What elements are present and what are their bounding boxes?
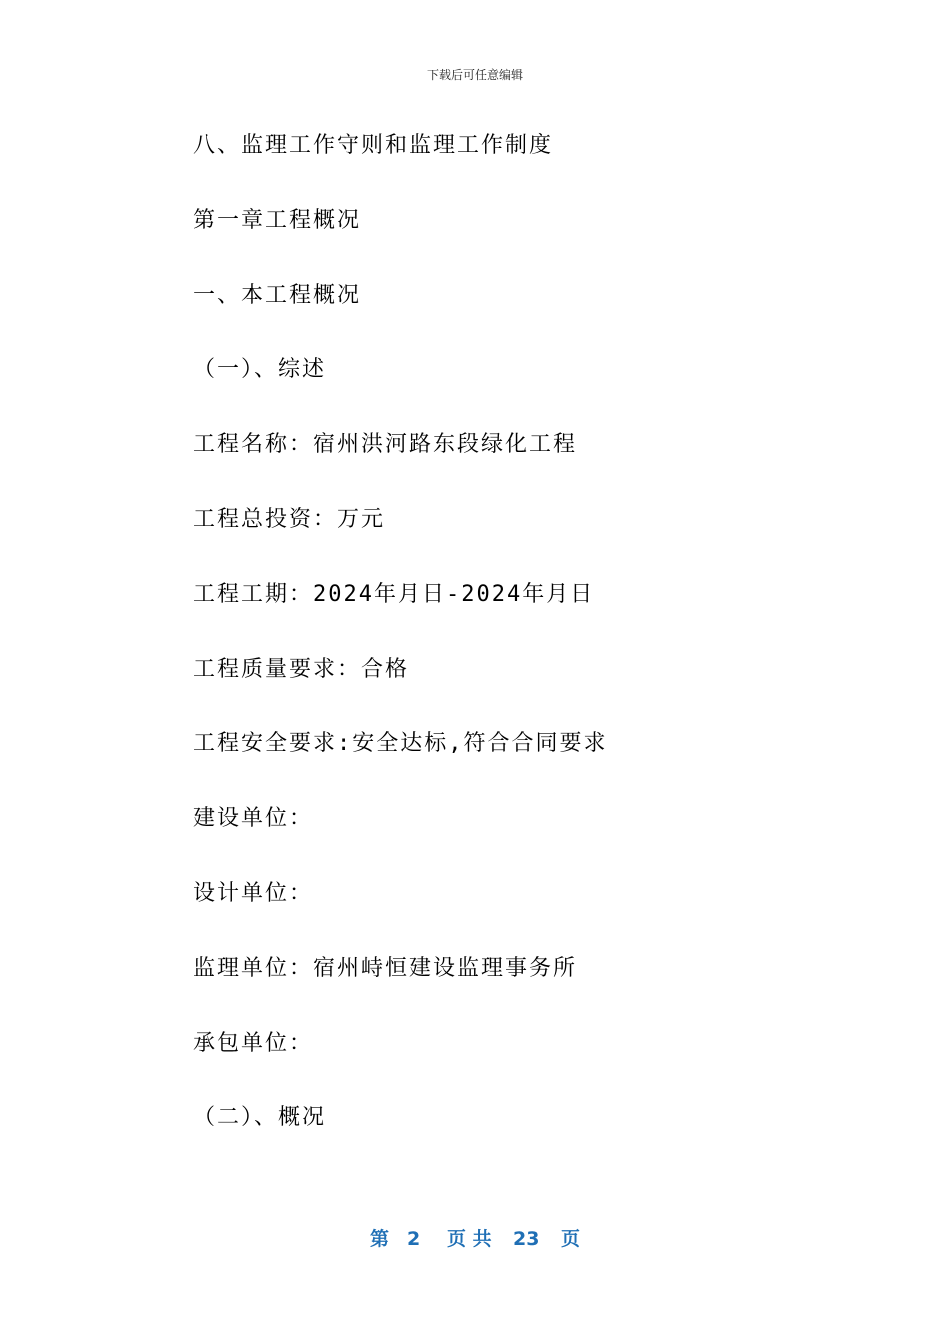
- contractor-unit-line: 承包单位：: [193, 1030, 314, 1056]
- page-footer: [0, 1225, 950, 1253]
- section-heading: 一、本工程概况: [193, 282, 362, 308]
- footer-prefix: 第: [370, 1228, 390, 1250]
- page-header-note: 下载后可任意编辑: [426, 68, 523, 82]
- footer-total-pages: 23: [513, 1228, 540, 1250]
- footer-page-number: 2: [407, 1228, 421, 1250]
- footer-suffix: 页: [561, 1228, 581, 1250]
- project-investment-line: 工程总投资：万元: [193, 506, 386, 532]
- project-duration-line: 工程工期：2024年月日-2024年月日: [193, 581, 595, 607]
- safety-requirement-line: 工程安全要求:安全达标,符合合同要求: [193, 731, 608, 757]
- construction-unit-line: 建设单位：: [193, 806, 314, 832]
- section-heading: 八、监理工作守则和监理工作制度: [193, 133, 554, 158]
- document-body: [193, 127, 893, 1174]
- quality-requirement-line: 工程质量要求：合格: [193, 656, 410, 682]
- chapter-heading: 第一章工程概况: [193, 207, 362, 233]
- subsection-heading: （二）、概况: [193, 1105, 327, 1131]
- project-name-line: 工程名称：宿州洪河路东段绿化工程: [193, 432, 578, 458]
- supervision-unit-line: 监理单位：宿州峙恒建设监理事务所: [193, 955, 578, 981]
- subsection-heading: （一）、综述: [193, 357, 327, 383]
- footer-middle: 页 共: [447, 1228, 492, 1250]
- design-unit-line: 设计单位：: [193, 880, 314, 906]
